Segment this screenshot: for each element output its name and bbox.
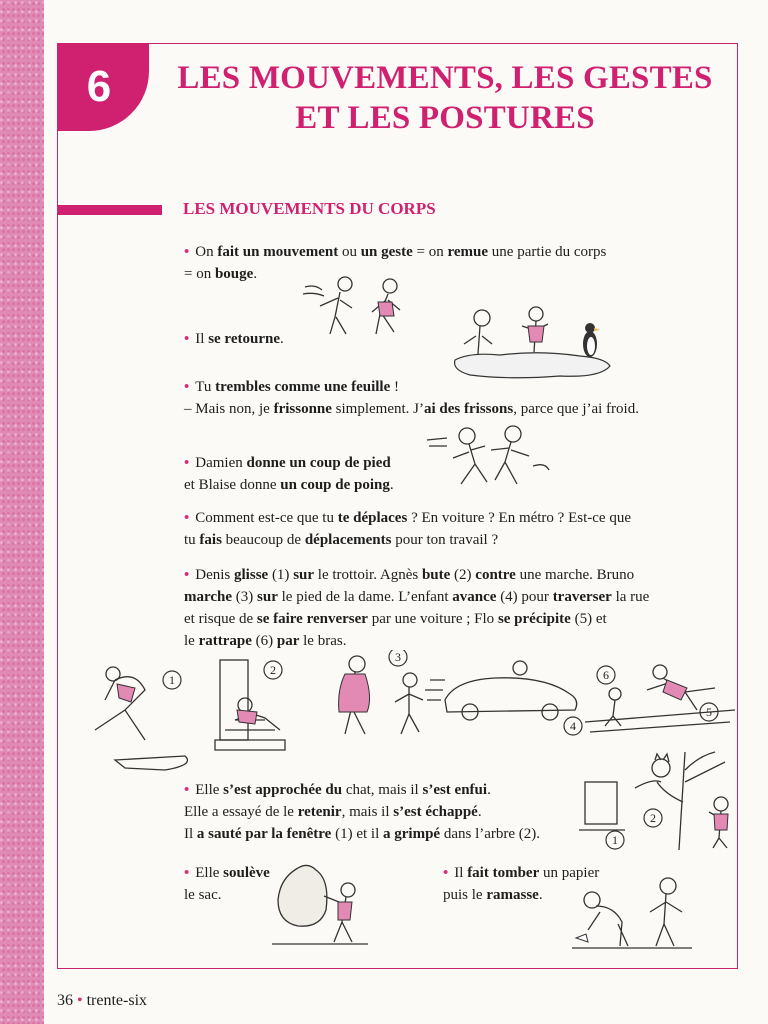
text: beaucoup de [221,532,305,548]
keyword: trembles comme une feuille [215,379,391,395]
text: . [538,887,543,903]
illustration-ice-floe-penguin [450,300,615,385]
bullet-icon: • [184,865,190,881]
text: (2) [450,567,476,583]
keyword: déplacements [304,532,392,548]
page-number: 36 [57,992,73,1009]
keyword: fait tomber [467,865,540,881]
text: = on [184,266,215,282]
text: Elle [195,782,224,798]
text: Elle [195,865,224,881]
keyword: te déplaces [337,510,408,526]
bullet-icon: • [184,782,190,798]
text: tu [184,532,200,548]
keyword: traverser [552,589,612,605]
paragraph-trembler [184,376,704,420]
keyword: marche [184,589,233,605]
illustration-people-walking [300,272,415,342]
bullet-icon: • [184,510,190,526]
keyword: sur [257,589,278,605]
keyword: ramasse [486,887,539,903]
text: le pied de la dame. L’enfant [277,589,453,605]
text: Denis [195,567,235,583]
keyword: a sauté par la fenêtre [196,826,332,842]
keyword: un coup de poing [280,477,390,493]
text: la rue [611,589,650,605]
tree-number-2: 2 [650,811,656,825]
bullet-icon: • [184,331,190,347]
text: On [195,244,218,260]
text: Damien [195,455,247,471]
text: , parce que j’ai froid. [513,401,639,417]
paragraph-coup [184,452,394,496]
keyword: contre [475,567,516,583]
text: une marche. Bruno [515,567,635,583]
keyword: remue [447,244,489,260]
window-number-1: 1 [612,833,618,847]
text: ! [390,379,399,395]
text: ou [338,244,361,260]
text: simplement. J’ [331,401,424,417]
text: et risque de [184,611,257,627]
section-marker-bar [57,205,162,215]
keyword: se précipite [497,611,571,627]
text: Il [454,865,468,881]
scene-number-5: 5 [706,705,712,719]
paragraph-chat [184,779,584,845]
keyword: frissonne [273,401,332,417]
keyword: par [276,633,300,649]
text: Comment est-ce que tu [195,510,338,526]
page-title [160,58,730,138]
bullet-icon: • [184,244,190,260]
scene-number-2: 2 [270,663,276,677]
text: Tu [195,379,216,395]
illustration-picking-paper [570,872,695,952]
text: = on [412,244,448,260]
text: . [253,266,258,282]
paragraph-retourne [184,328,284,350]
text: par une voiture ; Flo [367,611,498,627]
keyword: s’est enfui [422,782,488,798]
text: Il [195,331,209,347]
text: . [477,804,482,820]
paragraph-mouvement [184,241,684,285]
keyword: rattrape [198,633,252,649]
bullet-icon: • [77,992,83,1009]
page-number-words: trente-six [86,992,148,1009]
keyword: ai des frissons [424,401,514,417]
decorative-margin-strip [0,0,44,1024]
text: le sac. [184,887,222,903]
text: – Mais non, je [184,401,274,417]
scene-number-4: 4 [570,719,576,733]
bullet-icon: • [184,379,190,395]
text: . [279,331,284,347]
text: (4) pour [496,589,553,605]
text: Elle a essayé de le [184,804,298,820]
keyword: avance [452,589,497,605]
scene-number-6: 6 [603,668,609,682]
keyword: bouge [214,266,254,282]
section-title: LES MOUVEMENTS DU CORPS [183,199,436,218]
keyword: s’est échappé [393,804,478,820]
text: . [487,782,491,798]
keyword: fais [199,532,222,548]
keyword: fait un mouvement [217,244,339,260]
keyword: se faire renverser [256,611,368,627]
paragraph-denis [184,564,714,652]
text: un papier [539,865,600,881]
text: le [184,633,199,649]
chapter-number: 6 [86,62,112,111]
scene-number-3: 3 [395,650,401,664]
text: (6) [251,633,277,649]
keyword: donne un coup de pied [246,455,391,471]
keyword: soulève [223,865,270,881]
bullet-icon: • [184,567,190,583]
page-footer [57,992,147,1010]
text: le trottoir. Agnès [314,567,422,583]
text: puis le [443,887,487,903]
keyword: retenir [297,804,342,820]
text: Il [184,826,197,842]
illustration-lifting-bag [268,860,378,952]
keyword: s’est approchée du [223,782,343,798]
text: pour ton travail ? [391,532,499,548]
keyword: a grimpé [383,826,441,842]
text: (5) et [570,611,607,627]
keyword: sur [293,567,315,583]
keyword: bute [421,567,451,583]
bullet-icon: • [184,455,190,471]
page-title-line-1: LES MOUVEMENTS, LES GESTES [177,60,713,96]
paragraph-souleve [184,862,270,906]
text: . [389,477,394,493]
keyword: un geste [360,244,413,260]
text: dans l’arbre (2). [440,826,541,842]
text: le bras. [299,633,347,649]
text: ? En voiture ? En métro ? Est-ce que [407,510,631,526]
text: , mais il [341,804,394,820]
illustration-kick-punch [425,422,555,490]
keyword: se retourne [208,331,280,347]
scene-number-1: 1 [169,673,175,687]
paragraph-deplacer [184,507,704,551]
text: (3) [232,589,258,605]
text: (1) [268,567,294,583]
bullet-icon: • [443,865,449,881]
text: (1) et il [331,826,383,842]
text: et Blaise donne [184,477,281,493]
illustration-cat-tree [575,742,735,852]
text: une partie du corps [488,244,607,260]
text: chat, mais il [342,782,423,798]
keyword: glisse [234,567,269,583]
page-title-line-2: ET LES POSTURES [295,100,595,136]
